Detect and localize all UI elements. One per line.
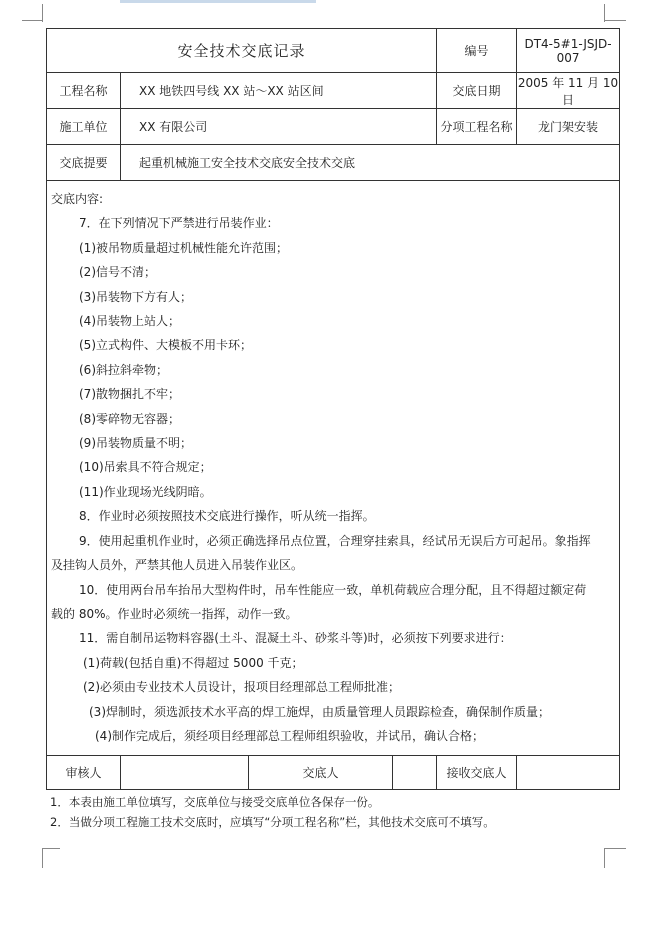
content-line: (5)立式构件、大模板不用卡环；	[79, 338, 252, 353]
content-line: (1)被吊物质量超过机械性能允许范围；	[79, 240, 288, 255]
content-line: (3)焊制时，须选派技术水平高的焊工施焊，由质量管理人员跟踪检查，确保制作质量；	[89, 704, 551, 719]
project-value: XX 地铁四号线 XX 站～XX 站区间	[121, 73, 437, 109]
subitem-label: 分项工程名称	[437, 109, 517, 145]
crop-mark-top-left-h	[22, 20, 42, 21]
content-line: (11)作业现场光线阴暗。	[79, 484, 212, 499]
receiver-label: 接收交底人	[437, 756, 517, 790]
content-heading: 交底内容:	[51, 192, 104, 206]
crop-mark-bottom-right-h	[604, 848, 626, 849]
number-label: 编号	[437, 29, 517, 73]
summary-label: 交底提要	[47, 145, 121, 181]
footnotes	[50, 792, 495, 832]
crop-mark-top-left	[42, 4, 43, 22]
date-label: 交底日期	[437, 73, 517, 109]
content-line: (2)必须由专业技术人员设计，报项目经理部总工程师批准；	[83, 680, 401, 695]
content-line: (6)斜拉斜牵物；	[79, 362, 168, 377]
content-line: (4)吊装物上站人；	[79, 314, 180, 329]
content-line: 及挂钩人员外，严禁其他人员进入吊装作业区。	[51, 558, 304, 573]
content-line: (4)制作完成后，须经项目经理部总工程师组织验收，并试吊，确认合格；	[95, 728, 485, 743]
content-line: 11．需自制吊运物料容器(土斗、混凝土斗、砂浆斗等)时，必须按下列要求进行：	[79, 631, 512, 646]
top-accent-bar	[120, 0, 316, 3]
crop-mark-bottom-left-h	[42, 848, 60, 849]
content-line: (7)散物捆扎不牢；	[79, 387, 180, 402]
content-line: 载的 80%。作业时必须统一指挥，动作一致。	[51, 606, 298, 621]
content-line: 8．作业时必须按照技术交底进行操作，听从统一指挥。	[79, 509, 375, 524]
content-line: (8)零碎物无容器；	[79, 411, 180, 426]
presenter-label: 交底人	[249, 756, 393, 790]
number-value: DT4-5#1-JSJD-007	[517, 29, 620, 73]
date-value: 2005 年 11 月 10 日	[517, 73, 620, 109]
presenter-value[interactable]	[393, 756, 437, 790]
content-line: 7．在下列情况下严禁进行吊装作业：	[79, 216, 279, 231]
crop-mark-top-right-h	[604, 20, 626, 21]
content-line: (9)吊装物质量不明；	[79, 436, 192, 451]
crop-mark-bottom-left	[42, 848, 43, 868]
unit-label: 施工单位	[47, 109, 121, 145]
unit-value: XX 有限公司	[121, 109, 437, 145]
content-line: (3)吊装物下方有人；	[79, 289, 192, 304]
receiver-value[interactable]	[517, 756, 620, 790]
content-line: 10．使用两台吊车抬吊大型构件时，吊车性能应一致，单机荷载应合理分配，且不得超过额定荷	[79, 582, 587, 597]
project-label: 工程名称	[47, 73, 121, 109]
document-title: 安全技术交底记录	[47, 29, 437, 73]
content-line: (1)荷载(包括自重)不得超过 5000 千克；	[83, 655, 304, 670]
subitem-value: 龙门架安装	[517, 109, 620, 145]
content-area	[47, 181, 620, 756]
content-line: (10)吊索具不符合规定；	[79, 460, 212, 475]
footnote: 2．当做分项工程施工技术交底时，应填写“分项工程名称”栏，其他技术交底可不填写。	[50, 815, 495, 829]
summary-value: 起重机械施工安全技术交底安全技术交底	[121, 145, 620, 181]
reviewer-label: 审核人	[47, 756, 121, 790]
content-line: (2)信号不清；	[79, 265, 156, 280]
crop-mark-bottom-right	[604, 848, 605, 868]
footnote: 1．本表由施工单位填写，交底单位与接受交底单位各保存一份。	[50, 795, 380, 809]
record-table	[46, 28, 620, 790]
reviewer-value[interactable]	[121, 756, 249, 790]
content-line: 9．使用起重机作业时，必须正确选择吊点位置，合理穿挂索具，经试吊无误后方可起吊。象指挥	[79, 533, 591, 548]
